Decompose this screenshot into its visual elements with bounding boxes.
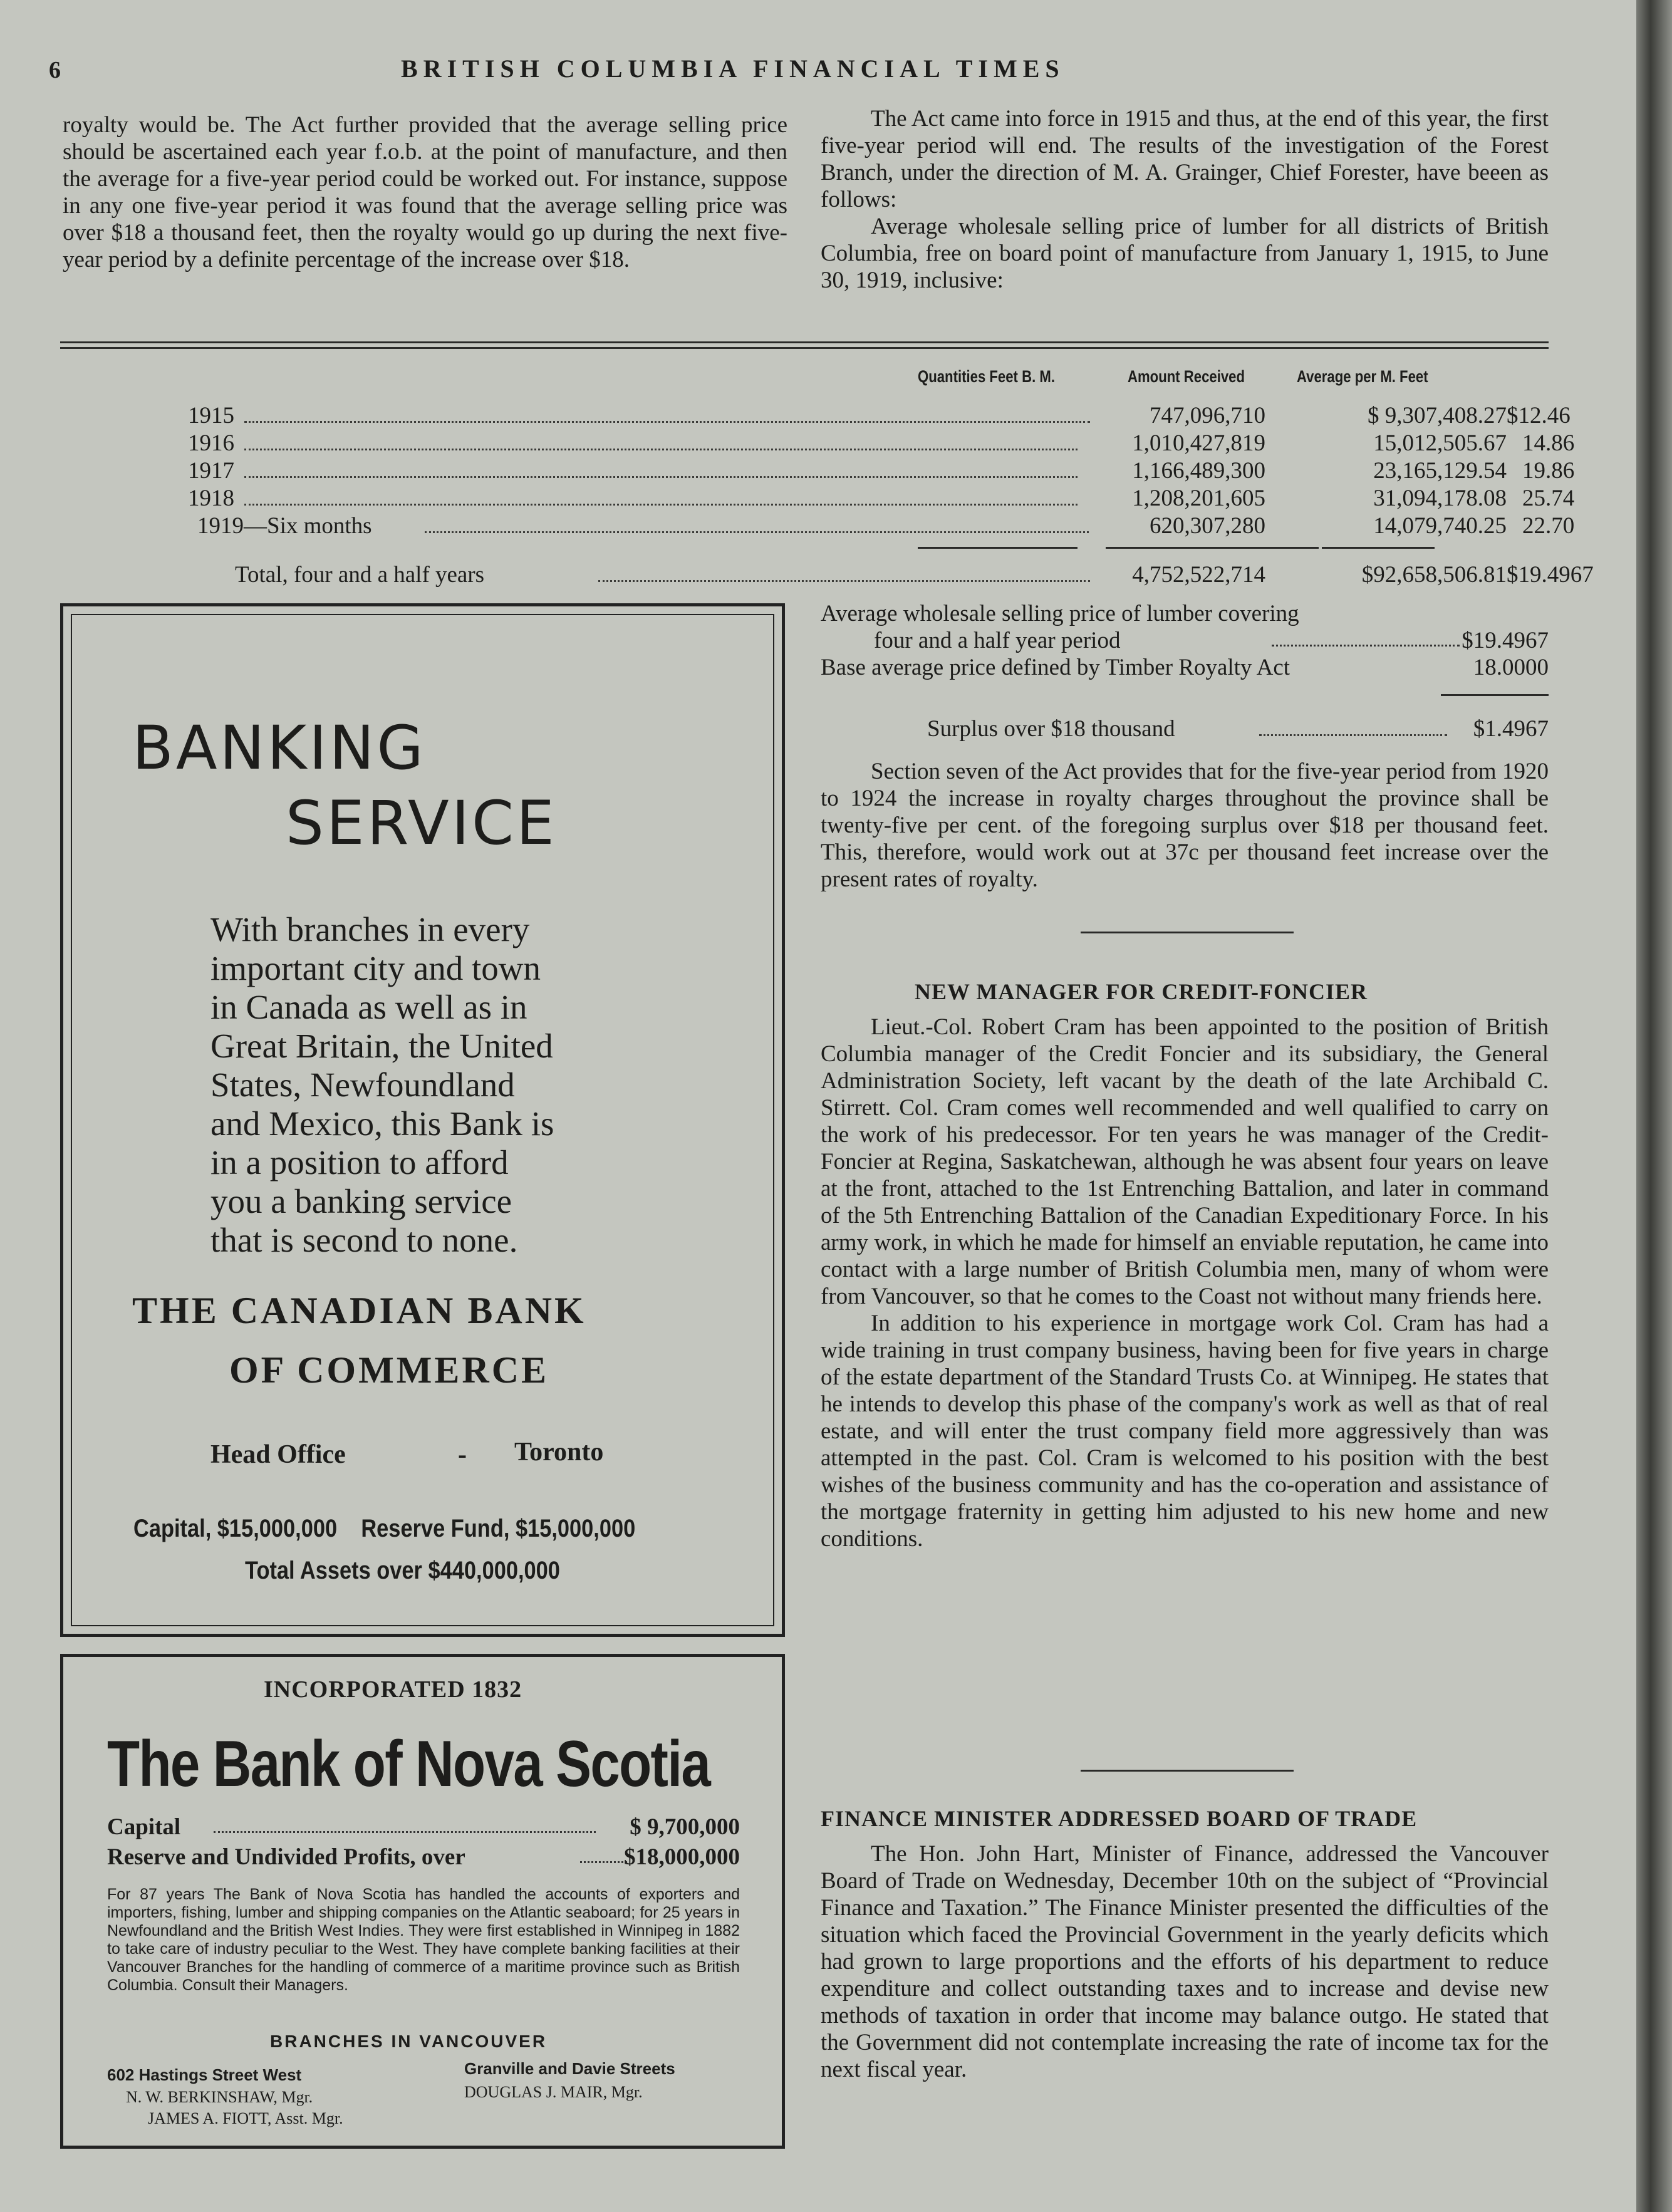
nova-scotia-bank-advertisement xyxy=(60,1654,785,2149)
intro-right-paragraph-2: Average wholesale selling price of lumber for all districts of British Columbia, free on board point of manufacture from January 1, 1915, to June 30, 1919, inclusive: xyxy=(821,214,1549,293)
average-line-1: Average wholesale selling price of lumber covering xyxy=(821,601,1299,626)
sum-rule xyxy=(918,547,1077,549)
row-amount: 23,165,129.54 xyxy=(1373,458,1507,484)
reserve-row xyxy=(107,1844,740,1872)
row-average: 22.70 xyxy=(1522,513,1575,539)
reserve-value: $18,000,000 xyxy=(624,1844,740,1870)
row-quantity: 1,010,427,819 xyxy=(1132,430,1265,456)
bank-name-line-2: OF COMMERCE xyxy=(229,1349,549,1391)
head-office-city: Toronto xyxy=(514,1438,604,1467)
base-value: 18.0000 xyxy=(1473,655,1549,680)
average-label: four and a half year period xyxy=(874,628,1121,653)
branch-2-address: Granville and Davie Streets xyxy=(464,2059,675,2078)
finance-minister-article xyxy=(821,1841,1549,2083)
leader-dots xyxy=(1272,645,1460,646)
intro-right-column xyxy=(821,105,1549,294)
row-quantity: 1,166,489,300 xyxy=(1132,458,1265,484)
branch-2-manager: DOUGLAS J. MAIR, Mgr. xyxy=(464,2083,643,2101)
reserve-label: Reserve and Undivided Profits, over xyxy=(107,1844,465,1870)
row-amount: 31,094,178.08 xyxy=(1373,485,1507,511)
row-label: 1915 xyxy=(188,403,234,428)
total-label: Total, four and a half years xyxy=(235,562,485,588)
leader-dots xyxy=(580,1861,627,1863)
base-line xyxy=(821,654,1549,681)
leader-dots xyxy=(244,420,1090,423)
base-label: Base average price defined by Timber Royalty Act xyxy=(821,655,1290,680)
summary-block xyxy=(821,600,1549,681)
article-heading: FINANCE MINISTER ADDRESSED BOARD OF TRADE xyxy=(821,1806,1418,1831)
table-row xyxy=(188,402,1571,431)
blurb-line: Great Britain, the United xyxy=(210,1027,553,1065)
leader-dots xyxy=(244,475,1077,478)
leader-dots xyxy=(214,1831,596,1833)
row-label: 1919—Six months xyxy=(197,513,372,539)
intro-left-paragraph: royalty would be. The Act further provided that the average selling price should be ascertained each year f.o.b. at the point of manufacture, and then the average for a five-year period could be worked out. For instance, suppose in any one five-year period it was found that the average selling price was over $18 a thousand feet, then the royalty would go up during the next five-year period by a definite percentage of the increase over $18. xyxy=(63,112,787,273)
ad-blurb xyxy=(210,910,662,1260)
running-title: BRITISH COLUMBIA FINANCIAL TIMES xyxy=(401,55,1065,83)
intro-right-paragraph-1: The Act came into force in 1915 and thus, at the end of this year, the first five-year period will end. The results of the investigation of the Forest Branch, under the direction of M. A. Grainger, Chief Forester, have beeen as follows: xyxy=(821,106,1549,212)
double-rule xyxy=(60,341,1549,349)
intro-left-column xyxy=(63,112,787,273)
incorporated-line: INCORPORATED 1832 xyxy=(264,1676,522,1703)
credit-foncier-article xyxy=(821,1014,1549,1552)
table-row xyxy=(188,512,1575,541)
sum-rule xyxy=(1441,694,1549,696)
total-assets-line: Total Assets over $440,000,000 xyxy=(245,1557,560,1584)
article-paragraph: In addition to his experience in mortgage work Col. Cram has had a wide training in trust company business, having been for five years in charge of the estate department of the Standard Trusts Co. at Winnipeg. He states that he intends to develop this phase of the company's work as well as that of real estate, and will enter the trust company field more aggressively than was attempted in the past. Col. Cram is welcomed to his position with the best wishes of the business community and has the co-operation and assistance of the mortgage fraternity in getting him adjusted to his new home and new conditions. xyxy=(821,1311,1549,1552)
blurb-line: you a banking service xyxy=(210,1182,512,1220)
total-average: $19.4967 xyxy=(1507,562,1594,588)
blurb-line: States, Newfoundland xyxy=(210,1066,515,1104)
total-amount: $92,658,506.81 xyxy=(1361,562,1507,588)
section-divider xyxy=(1081,932,1294,933)
surplus-label: Surplus over $18 thousand xyxy=(927,716,1175,742)
leader-dots xyxy=(244,502,1077,506)
bank-name-line-1: THE CANADIAN BANK xyxy=(132,1290,586,1331)
row-label: 1916 xyxy=(188,430,234,456)
average-value: $19.4967 xyxy=(1462,628,1549,653)
branch-1-assistant: JAMES A. FIOTT, Asst. Mgr. xyxy=(148,2109,343,2127)
row-average: 14.86 xyxy=(1522,430,1575,456)
branch-1-address: 602 Hastings Street West xyxy=(107,2065,302,2084)
article-paragraph: The Hon. John Hart, Minister of Finance, addressed the Vancouver Board of Trade on Wednesday, December 10th on the subject of “Provincial Finance and Taxation.” The Finance Minister presented the difficulties of the situation which faced the Provincial Government in the yearly deficits which had grown to large proportions and the efforts of his department to reduce expenditure and collect outstanding taxes and to increase and devise new methods of taxation in order that income may balance outgo. He stated that the Government did not contemplate increasing the rate of income tax for the next fiscal year. xyxy=(821,1841,1549,2082)
table-row xyxy=(188,457,1575,486)
column-header-quantity: Quantities Feet B. M. xyxy=(918,367,1055,386)
row-amount: $ 9,307,408.27 xyxy=(1368,403,1507,428)
total-quantity: 4,752,522,714 xyxy=(1132,562,1265,588)
row-label: 1917 xyxy=(188,458,234,484)
row-quantity: 1,208,201,605 xyxy=(1132,485,1265,511)
table-row xyxy=(188,485,1575,514)
head-office-label: Head Office xyxy=(210,1440,346,1469)
row-quantity: 620,307,280 xyxy=(1150,513,1265,539)
row-label: 1918 xyxy=(188,485,234,511)
ad-title-banking: BANKING xyxy=(132,713,426,783)
leader-dots xyxy=(244,447,1077,450)
row-average: 25.74 xyxy=(1522,485,1575,511)
sum-rule xyxy=(1106,547,1319,549)
commerce-bank-advertisement xyxy=(60,603,785,1637)
row-average: $12.46 xyxy=(1507,403,1571,428)
capital-value: $ 9,700,000 xyxy=(630,1814,740,1840)
section-seven-column xyxy=(821,758,1549,893)
blurb-line: in a position to afford xyxy=(210,1143,509,1181)
row-amount: 14,079,740.25 xyxy=(1373,513,1507,539)
head-office-dash: - xyxy=(458,1440,467,1469)
article-heading: NEW MANAGER FOR CREDIT-FONCIER xyxy=(915,979,1368,1004)
table-row xyxy=(188,430,1575,459)
branches-heading: BRANCHES IN VANCOUVER xyxy=(270,2032,548,2051)
capital-label: Capital xyxy=(107,1814,181,1840)
ad-title-service: SERVICE xyxy=(286,788,557,858)
leader-dots xyxy=(425,530,1089,533)
binding-spine xyxy=(1636,0,1672,2212)
surplus-line xyxy=(821,715,1549,744)
column-header-amount: Amount Received xyxy=(1128,367,1245,386)
blurb-line: With branches in every xyxy=(210,910,530,948)
row-average: 19.86 xyxy=(1522,458,1575,484)
average-line-2 xyxy=(821,627,1549,654)
row-amount: 15,012,505.67 xyxy=(1373,430,1507,456)
section-seven-paragraph: Section seven of the Act provides that for the five-year period from 1920 to 1924 the increase in royalty charges throughout the province shall be twenty-five per cent. of the foregoing surplus over $18 per thousand feet. This, therefore, would work out at 37c per thousand feet increase over the present rates of royalty. xyxy=(821,759,1549,892)
capital-reserve-line: Capital, $15,000,000 Reserve Fund, $15,000,000 xyxy=(133,1515,636,1542)
blurb-line: that is second to none. xyxy=(210,1221,518,1259)
branch-1-manager: N. W. BERKINSHAW, Mgr. xyxy=(126,2088,313,2106)
blurb-line: important city and town xyxy=(210,949,541,987)
blurb-line: and Mexico, this Bank is xyxy=(210,1104,554,1143)
capital-row xyxy=(107,1814,740,1842)
leader-dots xyxy=(598,579,1090,582)
sum-rule xyxy=(1322,547,1435,549)
history-paragraph: For 87 years The Bank of Nova Scotia has handled the accounts of exporters and importers, fishing, lumber and shipping companies on the Atlantic seaboard; for 25 years in Newfoundland and the British West Indies. They were first established in Winnipeg in 1882 to take care of industry peculiar to the West. They have complete banking facilities at their Vancouver Branches for the handling of commerce of a maritime province such as British Columbia. Consult their Managers. xyxy=(107,1886,740,1994)
row-quantity: 747,096,710 xyxy=(1150,403,1265,428)
table-total-row xyxy=(188,561,1594,590)
bank-name: The Bank of Nova Scotia xyxy=(107,1728,710,1800)
page-number: 6 xyxy=(49,57,61,83)
leader-dots xyxy=(1259,733,1447,736)
column-header-average: Average per M. Feet xyxy=(1297,367,1428,386)
blurb-line: in Canada as well as in xyxy=(210,988,527,1026)
section-divider xyxy=(1081,1770,1294,1772)
article-paragraph: Lieut.-Col. Robert Cram has been appointed to the position of British Columbia manager of the Credit Foncier and its subsidiary, the General Administration Society, left vacant by the death of the late Archibald C. Stirrett. Col. Cram comes well recommended and well qualified to carry on the work of his predecessor. For ten years he was manager of the Credit-Foncier at Regina, Saskatchewan, although he was absent four years on leave at the front, attached to the 1st Entrenching Battalion, and later in command of the 5th Entrenching Battalion of the Canadian Expeditionary Force. In his army work, in which he made for himself an enviable reputation, he came into contact with a large number of British Columbia men, many of whom were from Vancouver, so that he comes to the Coast not without many friends here. xyxy=(821,1014,1549,1309)
surplus-value: $1.4967 xyxy=(1473,716,1549,742)
